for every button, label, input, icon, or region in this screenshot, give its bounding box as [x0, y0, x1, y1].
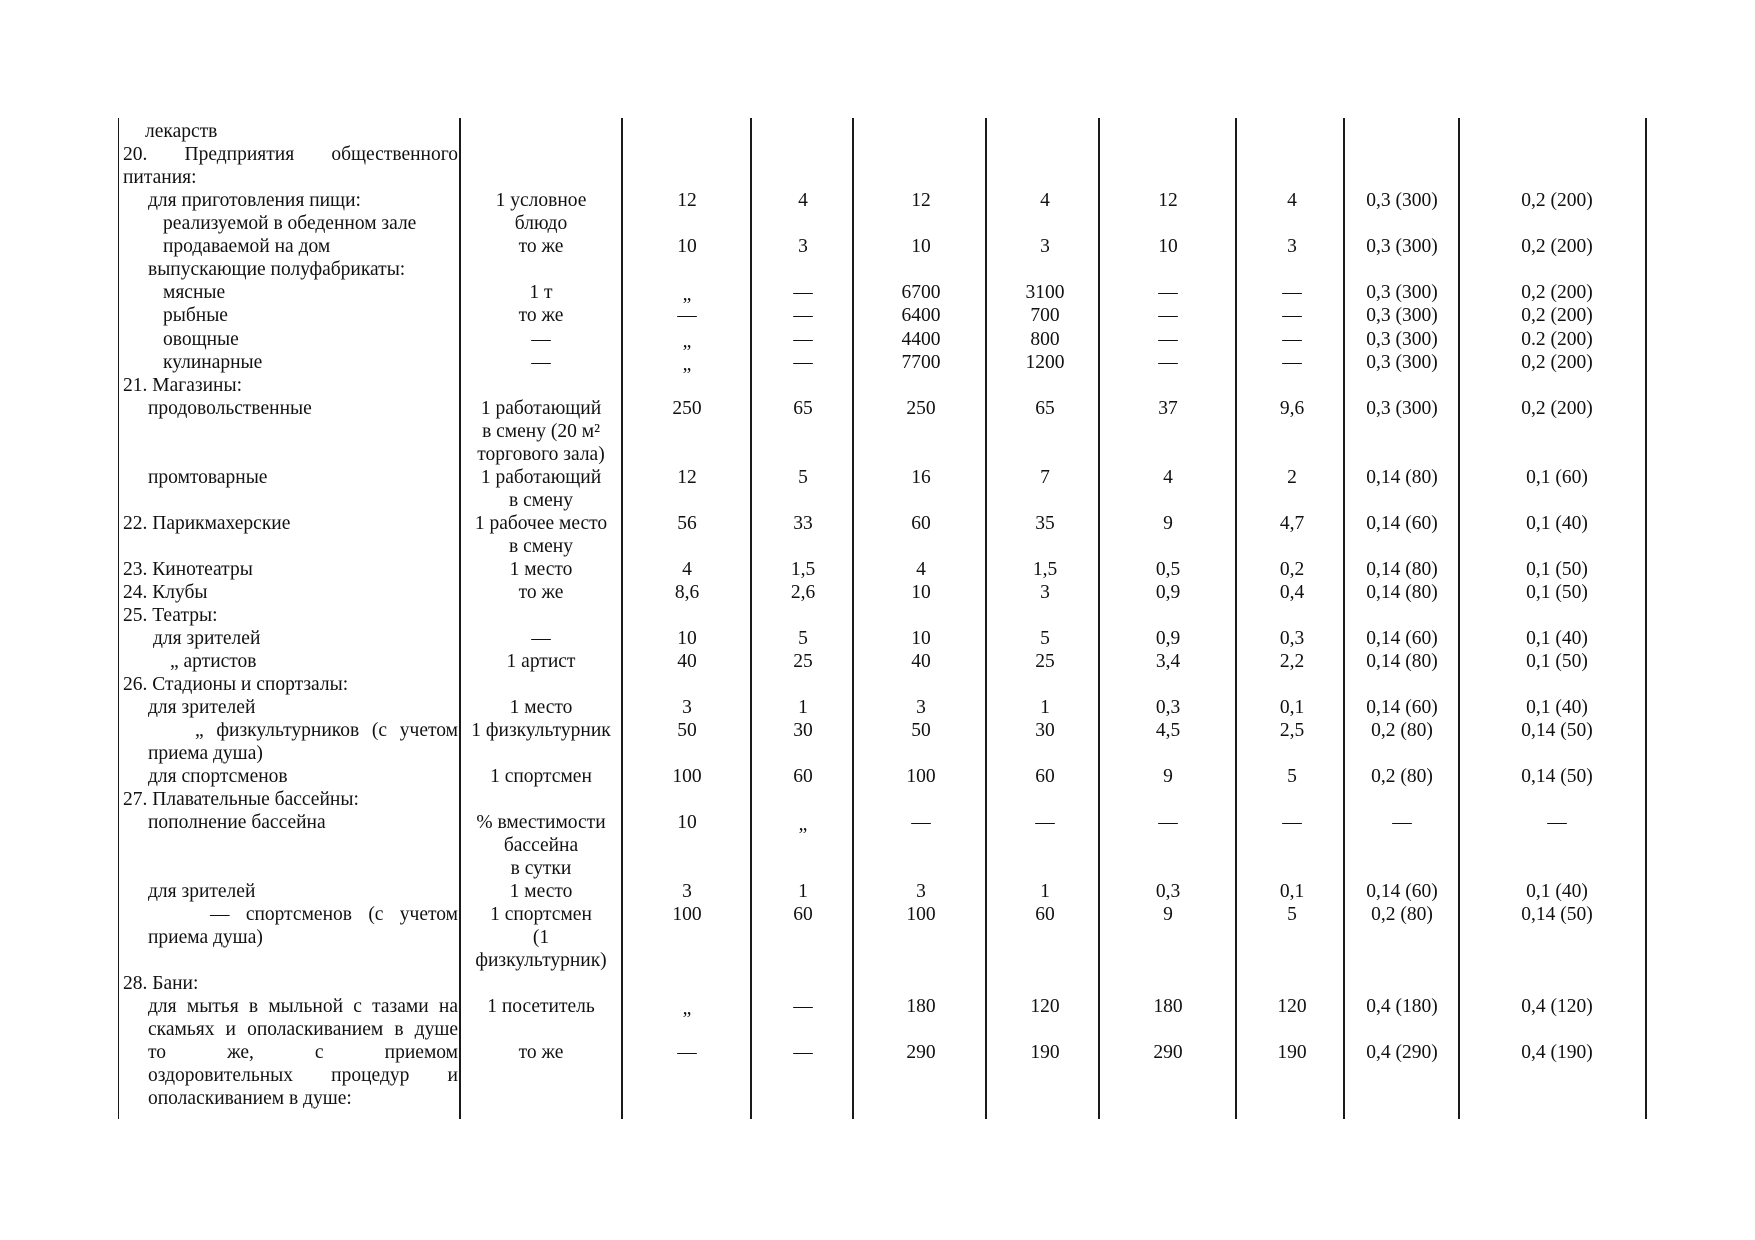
- row-label: реализуемой в обеденном зале: [163, 213, 417, 234]
- value-cell: 10: [677, 236, 697, 257]
- value-cell: 0,2 (200): [1521, 190, 1593, 211]
- value-cell: 120: [1030, 996, 1060, 1017]
- unit-cell: 1 место: [509, 881, 573, 902]
- value-cell: 4: [916, 559, 926, 580]
- value-cell: —: [1282, 352, 1302, 373]
- value-cell: 0,1 (50): [1526, 559, 1588, 580]
- row-label: 28. Бани:: [123, 973, 199, 994]
- row-label: промтоварные: [148, 467, 268, 488]
- value-cell: 100: [906, 904, 936, 925]
- value-cell: 1200: [1025, 352, 1065, 373]
- unit-cell: —: [531, 352, 551, 373]
- value-cell: 0,3: [1155, 881, 1181, 902]
- value-cell: 0,14 (50): [1521, 766, 1593, 787]
- value-cell: 8,6: [674, 582, 700, 603]
- unit-cell: в сутки: [510, 858, 572, 879]
- value-cell: 4,7: [1279, 513, 1305, 534]
- unit-cell: 1 спортсмен: [490, 904, 592, 925]
- value-cell: 0,1 (50): [1526, 582, 1588, 603]
- value-cell: 7700: [901, 352, 941, 373]
- row-label: продовольственные: [148, 398, 312, 419]
- row-label: 22. Парикмахерские: [123, 513, 291, 534]
- value-cell: 0,2 (80): [1371, 766, 1433, 787]
- value-cell: 0,4 (180): [1366, 996, 1438, 1017]
- value-cell: 250: [672, 398, 702, 419]
- unit-cell: 1 работающий: [480, 467, 602, 488]
- value-cell: 25: [1035, 651, 1055, 672]
- value-cell: 0,2 (200): [1521, 236, 1593, 257]
- value-cell: 3: [1040, 236, 1050, 257]
- value-cell: 0,14 (80): [1366, 559, 1438, 580]
- row-label: лекарств: [145, 121, 218, 142]
- row-label: овощные: [163, 329, 239, 350]
- column-divider: [1098, 118, 1100, 1119]
- value-cell: 10: [1158, 236, 1178, 257]
- unit-cell: 1 физкультурник: [471, 720, 611, 741]
- value-cell: —: [911, 812, 931, 833]
- row-label: для зрителей: [148, 881, 256, 902]
- value-cell: 10: [911, 628, 931, 649]
- value-cell: 700: [1030, 305, 1060, 326]
- value-cell: 3: [682, 697, 692, 718]
- value-cell: 0,1 (60): [1526, 467, 1588, 488]
- value-cell: 100: [672, 904, 702, 925]
- value-cell: 5: [1287, 766, 1297, 787]
- column-divider: [1343, 118, 1345, 1119]
- value-cell: 30: [793, 720, 813, 741]
- value-cell: 290: [1153, 1042, 1183, 1063]
- value-cell: 0,9: [1155, 628, 1181, 649]
- value-cell: 3,4: [1155, 651, 1181, 672]
- value-cell: 4: [798, 190, 808, 211]
- row-label: мясные: [163, 282, 226, 303]
- value-cell: 1,5: [1032, 559, 1058, 580]
- value-cell: 0,14 (80): [1366, 651, 1438, 672]
- value-cell: 0,1 (40): [1526, 881, 1588, 902]
- value-cell: —: [793, 282, 813, 303]
- value-cell: 0,2: [1279, 559, 1305, 580]
- value-cell: —: [793, 996, 813, 1017]
- value-cell: 10: [677, 628, 697, 649]
- value-cell: —: [1035, 812, 1055, 833]
- value-cell: 180: [1153, 996, 1183, 1017]
- value-cell: 0,9: [1155, 582, 1181, 603]
- value-cell: —: [1158, 812, 1178, 833]
- value-cell: 0,4 (190): [1521, 1042, 1593, 1063]
- row-label: 27. Плавательные бассейны:: [123, 789, 359, 810]
- value-cell: 2: [1287, 467, 1297, 488]
- column-divider: [459, 118, 461, 1119]
- column-divider: [1458, 118, 1460, 1119]
- value-cell: 10: [677, 812, 697, 833]
- row-label: для мытья в мыльной с тазами на: [148, 996, 458, 1017]
- value-cell: 3100: [1025, 282, 1065, 303]
- value-cell: 0,3 (300): [1366, 329, 1438, 350]
- row-label: 24. Клубы: [123, 582, 208, 603]
- unit-cell: % вместимости: [476, 812, 606, 833]
- unit-cell: 1 артист: [506, 651, 576, 672]
- value-cell: 0,3 (300): [1366, 236, 1438, 257]
- value-cell: 100: [906, 766, 936, 787]
- value-cell: 3: [1040, 582, 1050, 603]
- unit-cell: 1 посетитель: [487, 996, 595, 1017]
- row-label: ополаскиванием в душе:: [148, 1088, 352, 1109]
- value-cell: 0,14 (50): [1521, 720, 1593, 741]
- value-cell: —: [1282, 329, 1302, 350]
- row-label: продаваемой на дом: [163, 236, 331, 257]
- value-cell: 0,3: [1155, 697, 1181, 718]
- value-cell: —: [1158, 305, 1178, 326]
- value-cell: 0,3 (300): [1366, 305, 1438, 326]
- value-cell: „: [682, 354, 692, 375]
- value-cell: 10: [911, 236, 931, 257]
- unit-cell: блюдо: [514, 213, 568, 234]
- value-cell: 25: [793, 651, 813, 672]
- value-cell: 5: [1040, 628, 1050, 649]
- value-cell: 190: [1030, 1042, 1060, 1063]
- value-cell: 0,3 (300): [1366, 352, 1438, 373]
- value-cell: —: [1158, 282, 1178, 303]
- unit-cell: в смену: [509, 536, 573, 557]
- value-cell: 0,2 (200): [1521, 282, 1593, 303]
- value-cell: —: [1282, 305, 1302, 326]
- value-cell: —: [1158, 329, 1178, 350]
- value-cell: 2,5: [1279, 720, 1305, 741]
- value-cell: 3: [916, 697, 926, 718]
- value-cell: 0,4 (290): [1366, 1042, 1438, 1063]
- value-cell: 0,4: [1279, 582, 1305, 603]
- row-label: — спортсменов (с учетом: [210, 904, 458, 925]
- value-cell: —: [677, 305, 697, 326]
- value-cell: —: [1158, 352, 1178, 373]
- value-cell: 0,14 (50): [1521, 904, 1593, 925]
- value-cell: 0,5: [1155, 559, 1181, 580]
- value-cell: 0,14 (80): [1366, 467, 1438, 488]
- value-cell: 0.2 (200): [1521, 329, 1593, 350]
- value-cell: 4,5: [1155, 720, 1181, 741]
- value-cell: 0,2 (80): [1371, 720, 1433, 741]
- value-cell: 2,2: [1279, 651, 1305, 672]
- unit-cell: 1 место: [509, 559, 573, 580]
- value-cell: 12: [1158, 190, 1178, 211]
- row-label: рыбные: [163, 305, 228, 326]
- value-cell: 0,2 (200): [1521, 305, 1593, 326]
- row-label: для спортсменов: [148, 766, 288, 787]
- unit-cell: 1 рабочее место: [474, 513, 608, 534]
- value-cell: 800: [1030, 329, 1060, 350]
- column-divider: [621, 118, 623, 1119]
- value-cell: 0,14 (80): [1366, 582, 1438, 603]
- value-cell: 60: [793, 904, 813, 925]
- value-cell: 0,2 (80): [1371, 904, 1433, 925]
- value-cell: —: [1282, 282, 1302, 303]
- value-cell: 0,4 (120): [1521, 996, 1593, 1017]
- row-label: 26. Стадионы и спортзалы:: [123, 674, 349, 695]
- row-label: приема душа): [148, 743, 263, 764]
- unit-cell: 1 т: [529, 282, 553, 303]
- row-label: 20. Предприятия общественного: [123, 144, 458, 165]
- column-divider: [750, 118, 752, 1119]
- value-cell: 4: [1163, 467, 1173, 488]
- value-cell: 190: [1277, 1042, 1307, 1063]
- value-cell: 290: [906, 1042, 936, 1063]
- value-cell: 1,5: [790, 559, 816, 580]
- value-cell: 0,1: [1279, 697, 1305, 718]
- value-cell: 3: [1287, 236, 1297, 257]
- value-cell: 4: [1040, 190, 1050, 211]
- value-cell: 4: [682, 559, 692, 580]
- value-cell: 0,3 (300): [1366, 398, 1438, 419]
- value-cell: —: [1282, 812, 1302, 833]
- value-cell: 60: [911, 513, 931, 534]
- value-cell: 0,3 (300): [1366, 282, 1438, 303]
- table-border-left: [118, 118, 119, 1119]
- value-cell: 250: [906, 398, 936, 419]
- row-label: оздоровительных процедур и: [148, 1065, 458, 1086]
- unit-cell: (1: [532, 927, 550, 948]
- value-cell: —: [793, 1042, 813, 1063]
- row-label: для приготовления пищи:: [148, 190, 361, 211]
- value-cell: 100: [672, 766, 702, 787]
- value-cell: 0,14 (60): [1366, 881, 1438, 902]
- value-cell: 7: [1040, 467, 1050, 488]
- value-cell: 6400: [901, 305, 941, 326]
- row-label: приема душа): [148, 927, 263, 948]
- value-cell: —: [793, 305, 813, 326]
- value-cell: 0,3: [1279, 628, 1305, 649]
- unit-cell: то же: [518, 582, 564, 603]
- value-cell: 3: [682, 881, 692, 902]
- value-cell: 2,6: [790, 582, 816, 603]
- value-cell: 65: [1035, 398, 1055, 419]
- row-label: для зрителей: [153, 628, 261, 649]
- value-cell: 40: [677, 651, 697, 672]
- table-border-right: [1645, 118, 1647, 1119]
- value-cell: 50: [911, 720, 931, 741]
- value-cell: 3: [916, 881, 926, 902]
- value-cell: 9,6: [1279, 398, 1305, 419]
- row-label: „ артистов: [170, 651, 257, 672]
- unit-cell: торгового зала): [477, 444, 605, 465]
- column-divider: [985, 118, 987, 1119]
- value-cell: 6700: [901, 282, 941, 303]
- unit-cell: бассейна: [503, 835, 579, 856]
- unit-cell: в смену (20 м²: [482, 421, 600, 442]
- value-cell: 0,1 (40): [1526, 513, 1588, 534]
- unit-cell: —: [531, 628, 551, 649]
- value-cell: 4400: [901, 329, 941, 350]
- unit-cell: то же: [518, 236, 564, 257]
- row-label: 23. Кинотеатры: [123, 559, 253, 580]
- unit-cell: физкультурник): [475, 950, 607, 971]
- row-label: то же, с приемом: [148, 1042, 458, 1063]
- value-cell: 3: [798, 236, 808, 257]
- row-label: 25. Театры:: [123, 605, 218, 626]
- value-cell: „: [682, 998, 692, 1019]
- unit-cell: то же: [518, 305, 564, 326]
- value-cell: —: [677, 1042, 697, 1063]
- value-cell: 35: [1035, 513, 1055, 534]
- value-cell: 0,1 (40): [1526, 697, 1588, 718]
- value-cell: 12: [677, 467, 697, 488]
- row-label: выпускающие полуфабрикаты:: [148, 259, 406, 280]
- value-cell: 1: [1040, 697, 1050, 718]
- value-cell: 5: [1287, 904, 1297, 925]
- unit-cell: 1 спортсмен: [490, 766, 592, 787]
- value-cell: 50: [677, 720, 697, 741]
- value-cell: 0,14 (60): [1366, 628, 1438, 649]
- value-cell: 60: [1035, 904, 1055, 925]
- value-cell: 0,14 (60): [1366, 513, 1438, 534]
- value-cell: 12: [677, 190, 697, 211]
- value-cell: 33: [793, 513, 813, 534]
- value-cell: —: [793, 352, 813, 373]
- column-divider: [852, 118, 854, 1119]
- row-label: 21. Магазины:: [123, 375, 242, 396]
- value-cell: 65: [793, 398, 813, 419]
- value-cell: 40: [911, 651, 931, 672]
- value-cell: 60: [793, 766, 813, 787]
- value-cell: 0,1 (50): [1526, 651, 1588, 672]
- value-cell: 0,2 (200): [1521, 352, 1593, 373]
- row-label: „ физкультурников (с учетом: [195, 720, 458, 741]
- value-cell: 30: [1035, 720, 1055, 741]
- row-label: кулинарные: [163, 352, 263, 373]
- value-cell: 1: [798, 881, 808, 902]
- value-cell: —: [1392, 812, 1412, 833]
- value-cell: 37: [1158, 398, 1178, 419]
- value-cell: 9: [1163, 904, 1173, 925]
- value-cell: 4: [1287, 190, 1297, 211]
- value-cell: 9: [1163, 513, 1173, 534]
- unit-cell: то же: [518, 1042, 564, 1063]
- value-cell: 10: [911, 582, 931, 603]
- unit-cell: в смену: [509, 490, 573, 511]
- value-cell: 60: [1035, 766, 1055, 787]
- value-cell: 0,1 (40): [1526, 628, 1588, 649]
- value-cell: „: [682, 284, 692, 305]
- value-cell: 9: [1163, 766, 1173, 787]
- value-cell: 5: [798, 628, 808, 649]
- row-label: питания:: [123, 167, 197, 188]
- value-cell: 1: [798, 697, 808, 718]
- value-cell: 0,1: [1279, 881, 1305, 902]
- value-cell: 5: [798, 467, 808, 488]
- value-cell: 12: [911, 190, 931, 211]
- row-label: пополнение бассейна: [148, 812, 326, 833]
- value-cell: 1: [1040, 881, 1050, 902]
- unit-cell: 1 место: [509, 697, 573, 718]
- value-cell: —: [793, 329, 813, 350]
- unit-cell: —: [531, 329, 551, 350]
- value-cell: 0,14 (60): [1366, 697, 1438, 718]
- unit-cell: 1 работающий: [480, 398, 602, 419]
- column-divider: [1235, 118, 1237, 1119]
- value-cell: 0,2 (200): [1521, 398, 1593, 419]
- value-cell: 16: [911, 467, 931, 488]
- value-cell: 0,3 (300): [1366, 190, 1438, 211]
- value-cell: 180: [906, 996, 936, 1017]
- value-cell: 120: [1277, 996, 1307, 1017]
- value-cell: —: [1547, 812, 1567, 833]
- row-label: для зрителей: [148, 697, 256, 718]
- value-cell: „: [682, 331, 692, 352]
- unit-cell: 1 условное: [495, 190, 587, 211]
- row-label: скамьях и ополаскиванием в душе: [148, 1019, 458, 1040]
- value-cell: „: [798, 814, 808, 835]
- value-cell: 56: [677, 513, 697, 534]
